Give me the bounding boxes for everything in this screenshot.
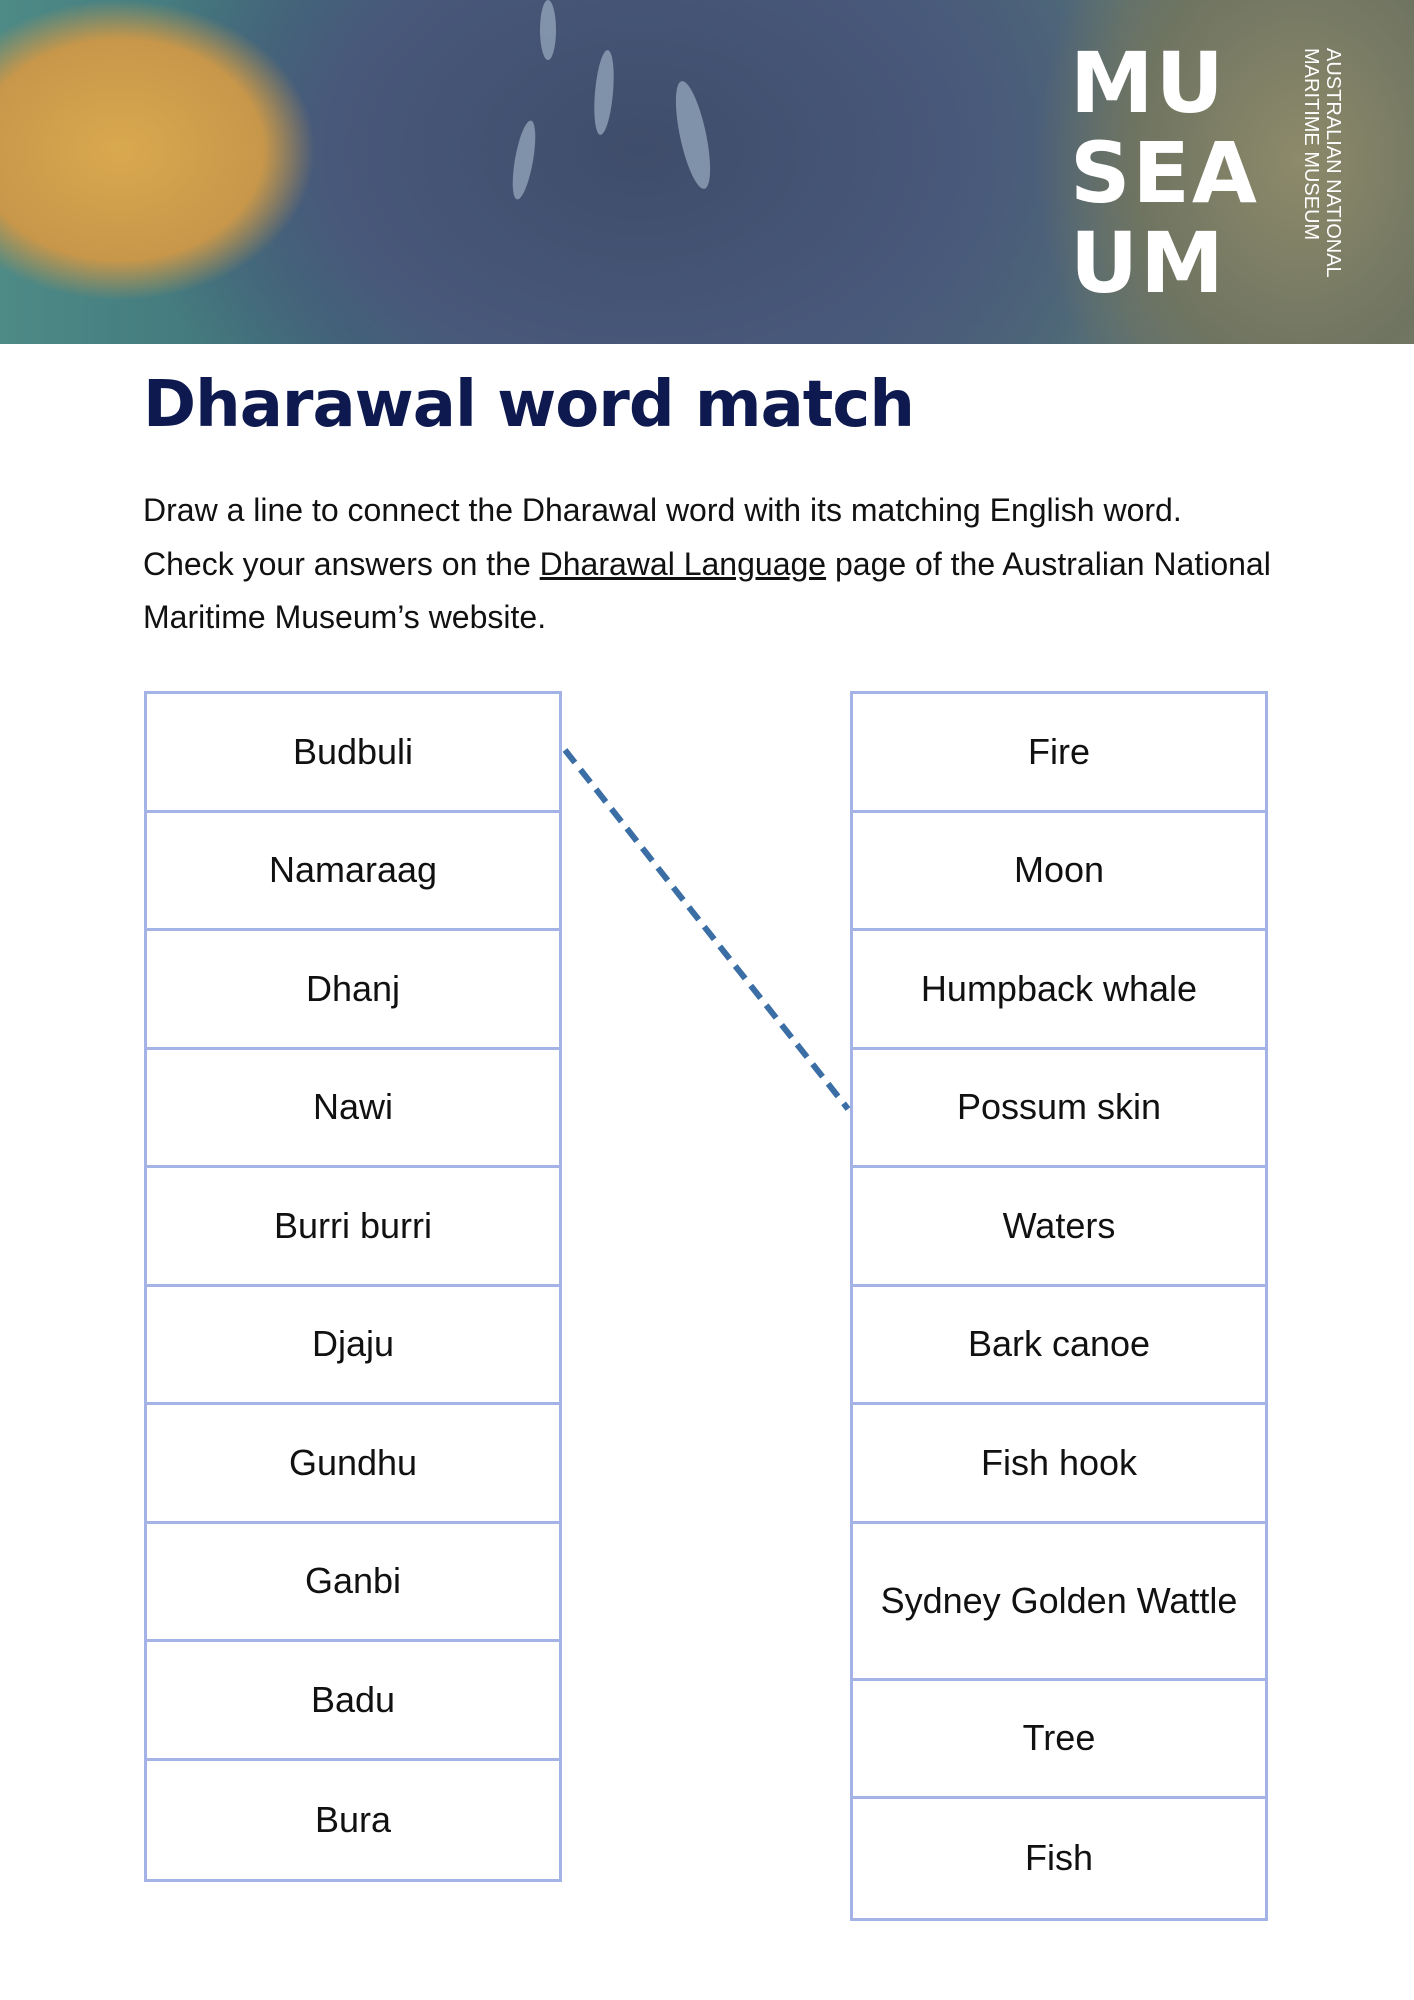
whale-illustration (508, 119, 540, 201)
english-word-cell[interactable]: Humpback whale (853, 931, 1265, 1050)
english-word-cell[interactable]: Fish (1024, 1837, 1093, 1879)
english-word-cell[interactable]: Sydney Golden Wattle (853, 1524, 1265, 1681)
dharawal-word-cell[interactable]: Nawi (147, 1050, 559, 1169)
dharawal-word-cell[interactable]: Gundhu (147, 1405, 559, 1524)
logo-line: UM (1070, 214, 1226, 312)
english-word-cell[interactable]: Waters (853, 1168, 1265, 1287)
english-word-cell[interactable]: Moon (853, 813, 1265, 932)
dashed-connector-line (565, 750, 848, 1109)
logo-line: SEA (1070, 124, 1259, 222)
instructions-text: Draw a line to connect the Dharawal word with its matching English word. Check your answers on the (143, 492, 1182, 582)
museum-logo (1070, 34, 1259, 312)
dharawal-word-cell[interactable]: Burri burri (147, 1168, 559, 1287)
english-word-cell[interactable]: Possum skin (853, 1050, 1265, 1169)
english-word-cell[interactable]: Fish hook (853, 1405, 1265, 1524)
dharawal-word-cell[interactable]: Badu (147, 1642, 559, 1761)
dharawal-word-cell[interactable]: Ganbi (147, 1524, 559, 1643)
english-word-cell[interactable]: Tree (853, 1681, 1265, 1800)
whale-illustration (591, 49, 616, 135)
dharawal-word-column (144, 691, 562, 1882)
dharawal-word-cell[interactable]: Bura (314, 1798, 392, 1840)
logo-line: MU (1070, 34, 1226, 132)
instructions (143, 484, 1273, 645)
dharawal-word-cell[interactable]: Djaju (147, 1287, 559, 1406)
whale-illustration (540, 0, 556, 60)
dharawal-word-cell[interactable]: Budbuli (147, 694, 559, 813)
dharawal-word-cell[interactable]: Dhanj (147, 931, 559, 1050)
english-word-column (850, 691, 1268, 1921)
dharawal-word-cell[interactable]: Namaraag (147, 813, 559, 932)
dharawal-language-link[interactable]: Dharawal Language (539, 545, 827, 582)
whale-illustration (669, 78, 717, 191)
museum-name-vertical: AUSTRALIAN NATIONAL MARITIME MUSEUM (1300, 48, 1344, 278)
instructions-text: page of the Australian National Maritime Museum’s website. (143, 545, 1271, 635)
header-banner-illustration (0, 0, 1414, 344)
english-word-cell[interactable]: Bark canoe (853, 1287, 1265, 1406)
english-word-cell[interactable]: Fire (853, 694, 1265, 813)
page-title: Dharawal word match (143, 368, 914, 442)
